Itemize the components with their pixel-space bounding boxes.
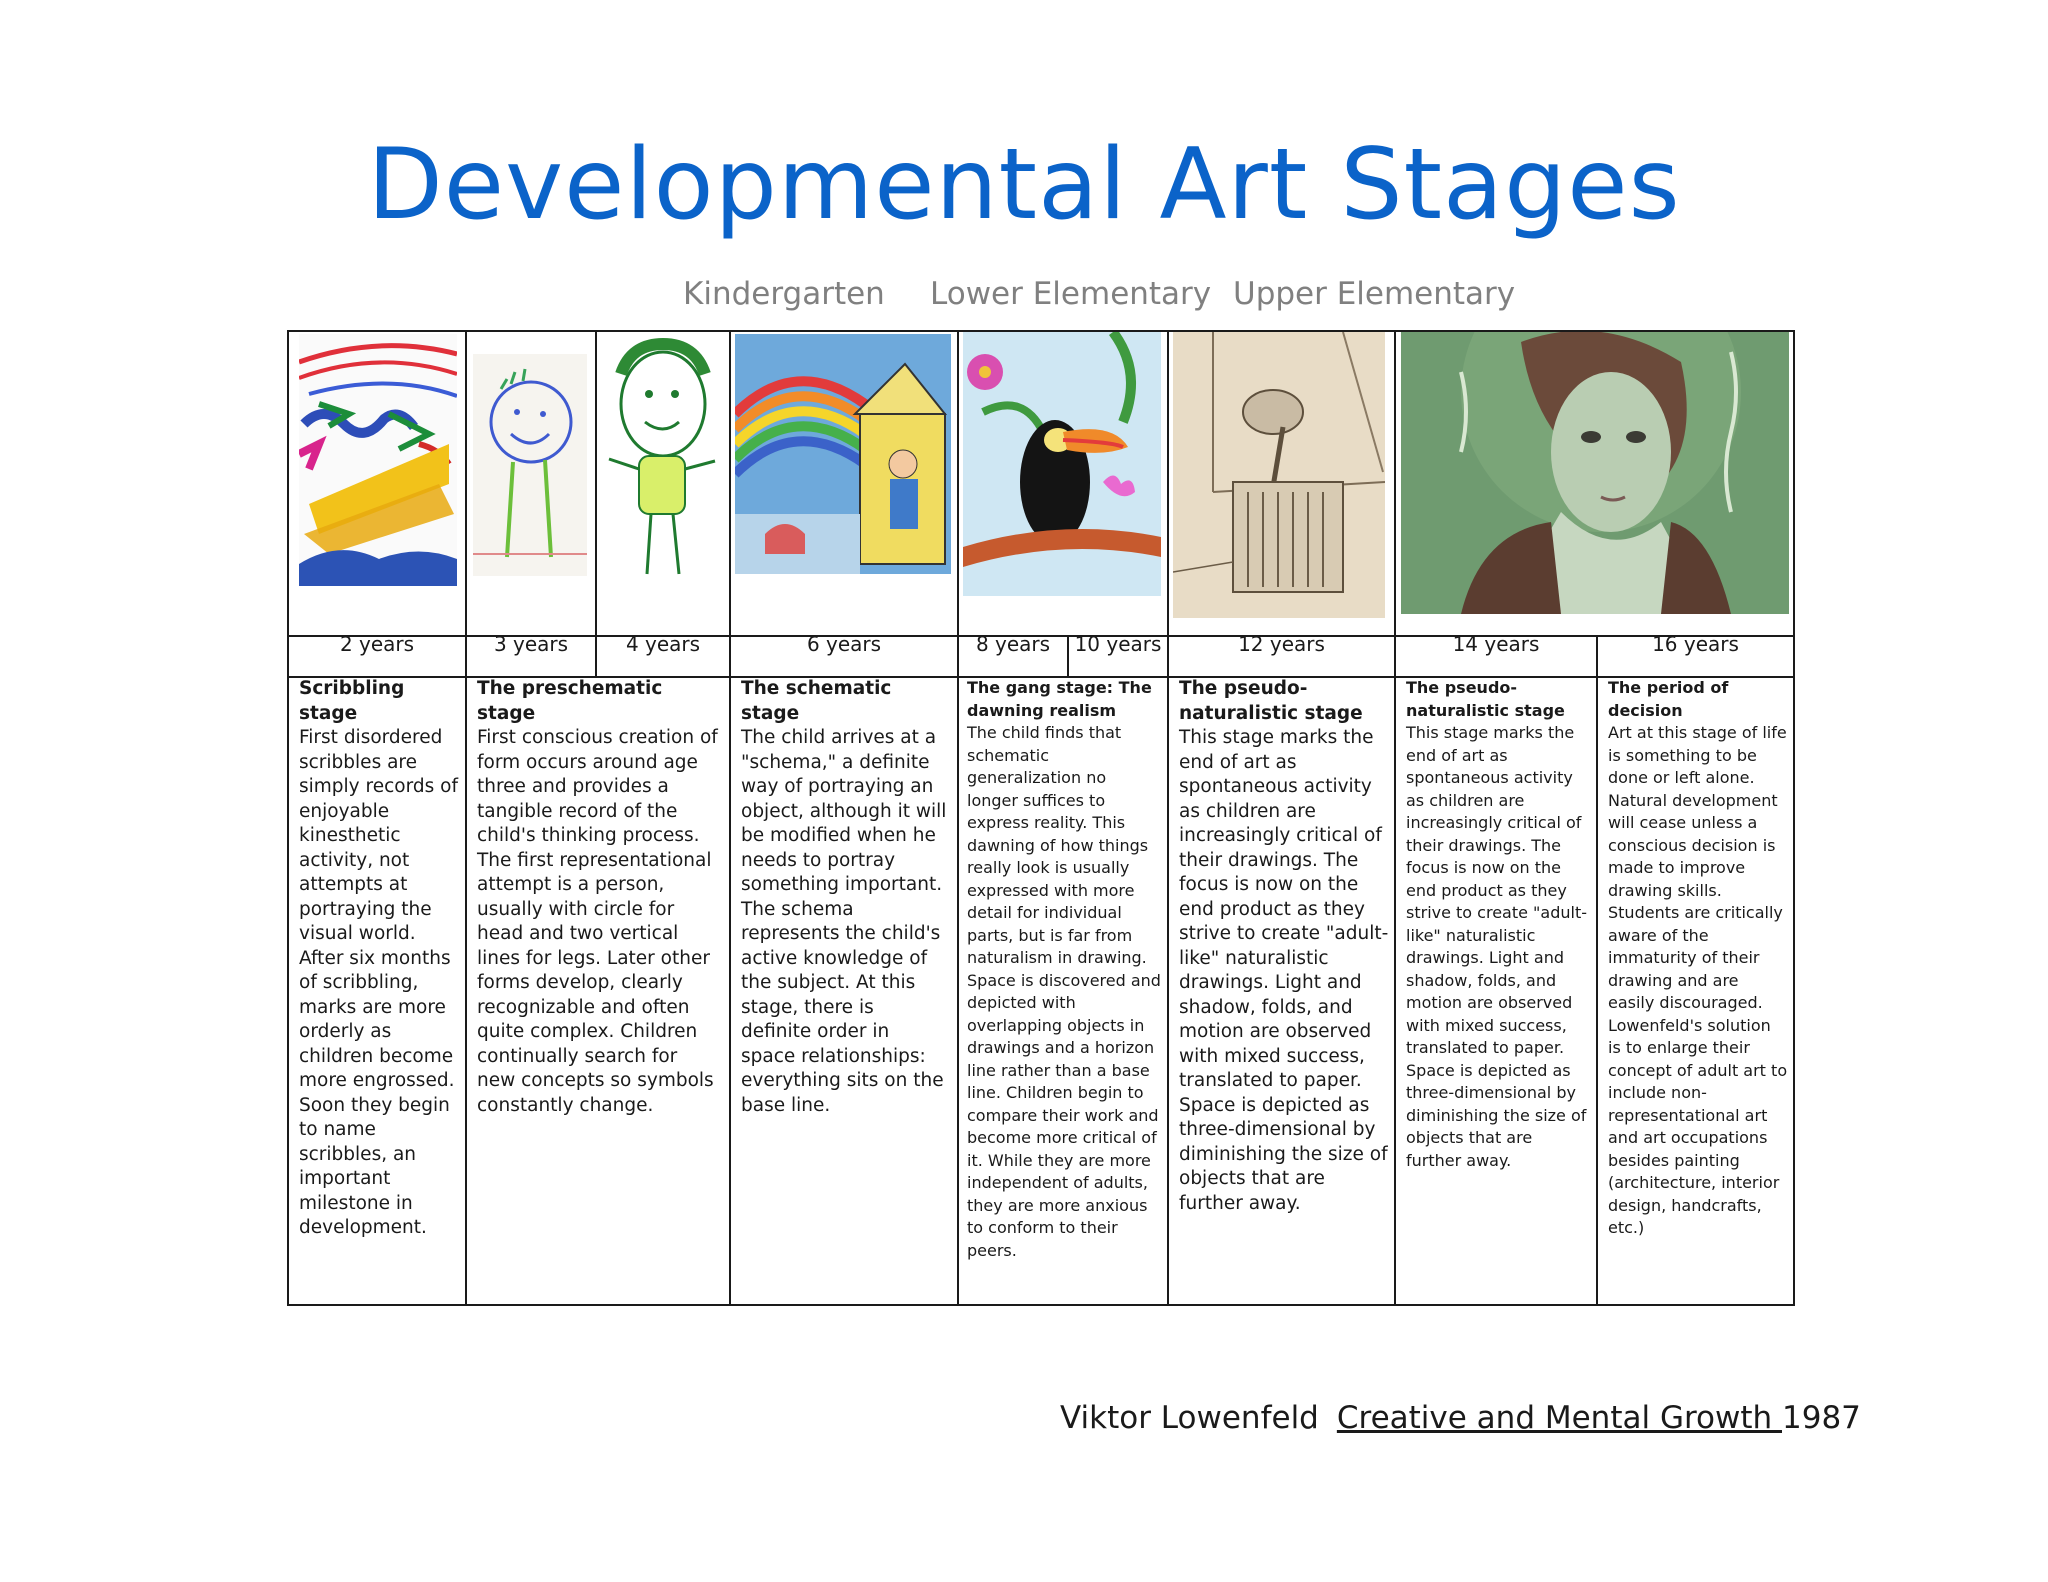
column-divider [957, 332, 959, 1304]
age-label: 14 years [1452, 632, 1540, 656]
level-upper-elementary: Upper Elementary [1233, 276, 1516, 312]
citation [1060, 1400, 1861, 1436]
stage-heading: The schematic stage [741, 678, 892, 724]
citation-book-title: Creative and Mental Growth [1336, 1400, 1782, 1436]
age-label: 4 years [625, 632, 701, 656]
age-label: 3 years [493, 632, 569, 656]
age-label: 6 years [806, 632, 882, 656]
level-lower-elementary: Lower Elementary [930, 276, 1212, 312]
scribble-drawing-image [299, 334, 457, 586]
stage-description [1406, 677, 1592, 1172]
stage-description [1179, 677, 1389, 1216]
stage-description [477, 677, 721, 1118]
column-divider [1394, 332, 1396, 1304]
age-label: 12 years [1238, 632, 1325, 656]
stage-description [1608, 677, 1788, 1240]
stage-heading: The period of decision [1608, 678, 1729, 720]
age-label: 8 years [975, 632, 1051, 656]
toucan-drawing-image [963, 332, 1161, 596]
stage-heading: The preschematic stage [477, 678, 663, 724]
stage-text: This stage marks the end of art as spontaneous activity as children are increasingly critical of their drawings. The focus is now on the end product as they strive to create "adult-like" naturalistic drawings. Light and shadow, folds, and motion are observed with mixed success, translated to paper. Space is depicted as three-dimensional by diminishing the size of objects that are further away. [1406, 723, 1588, 1170]
stick-figure-drawing-image [473, 354, 587, 576]
stage-heading: The pseudo-naturalistic stage [1406, 678, 1565, 720]
stage-text: This stage marks the end of art as spontaneous activity as children are increasingly critical of their drawings. The focus is now on the end product as they strive to create "adult-like" naturalistic drawings. Light and shadow, folds, and motion are observed with mixed success, translated to paper. Space is depicted as three-dimensional by diminishing the size of objects that are further away. [1179, 727, 1389, 1214]
schematic-drawing-image [735, 334, 951, 574]
art-stages-table [287, 330, 1795, 1306]
column-divider [1596, 636, 1598, 1304]
stage-text: The child finds that schematic generalization no longer suffices to express reality. This dawning of how things really look is usually expressed with more detail for individual parts, but is far from naturalism in drawing. Space is discovered and depicted with overlapping objects in drawings and a horizon line rather than a base line. Children begin to compare their work and become more critical of it. While they are more independent of adults, they are more anxious to conform to their peers. [967, 723, 1161, 1260]
portrait-drawing-image [1401, 332, 1789, 614]
column-divider [465, 332, 467, 1304]
citation-author: Viktor Lowenfeld [1060, 1400, 1319, 1436]
age-label: 16 years [1652, 632, 1739, 656]
stage-text: First conscious creation of form occurs around age three and provides a tangible record of the child's thinking process. The first representational attempt is a person, usually with circle for head and two vertical lines for legs. Later other forms develop, clearly recognizable and often quite complex. Children continually search for new concepts so symbols constantly change. [477, 727, 718, 1116]
stage-description [967, 677, 1161, 1262]
child-figure-drawing-image [603, 334, 721, 584]
page-title: Developmental Art Stages [367, 128, 1681, 242]
stage-text: The child arrives at a "schema," a definite way of portraying an object, although it will be modified when he needs to portray something important. The schema represents the child's active knowledge of the subject. At this stage, there is definite order in space relationships: everything sits on the base line. [741, 727, 947, 1116]
radiator-sketch-image [1173, 332, 1385, 618]
stage-heading: Scribbling stage [299, 678, 405, 724]
column-divider [595, 332, 597, 677]
age-label: 10 years [1074, 632, 1162, 656]
citation-year: 1987 [1782, 1400, 1861, 1436]
age-label: 2 years [339, 632, 415, 656]
stage-description [741, 677, 949, 1118]
stage-description [299, 677, 459, 1241]
column-divider [1167, 332, 1169, 1304]
stage-text: Art at this stage of life is something to be done or left alone. Natural development will cease unless a conscious decision is made to improve drawing skills. Students are critically aware of the immaturity of their drawing and are easily discouraged. Lowenfeld's solution is to enlarge their concept of adult art to include non-representational art and art occupations besides painting (architecture, interior design, handcrafts, etc.) [1608, 723, 1788, 1237]
stage-heading: The gang stage: The dawning realism [967, 678, 1152, 720]
level-kindergarten: Kindergarten [683, 276, 885, 312]
column-divider [729, 332, 731, 1304]
stage-heading: The pseudo-naturalistic stage [1179, 678, 1363, 724]
stage-text: First disordered scribbles are simply records of enjoyable kinesthetic activity, not attempts at portraying the visual world. After six months of scribbling, marks are more orderly as children become more engrossed. Soon they begin to name scribbles, an important milestone in development. [299, 727, 458, 1238]
